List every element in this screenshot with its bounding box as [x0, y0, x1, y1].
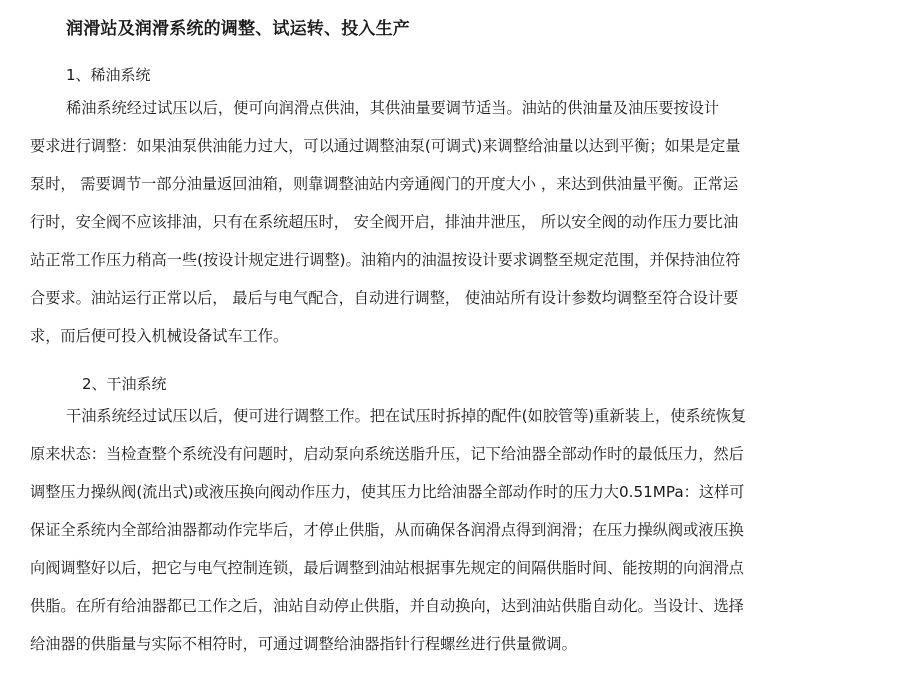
section-heading-grease: 2、干油系统	[82, 375, 167, 393]
paragraph-line: 泵时， 需要调节一部分油量返回油箱，则靠调整油站内旁通阀门的开度大小 ，来达到供油量平衡。正常运	[30, 175, 739, 193]
paragraph-line: 站正常工作压力稍高一些(按设计规定进行调整)。油箱内的油温按设计要求调整至规定范围，并保持油位符	[30, 251, 741, 269]
paragraph-line: 干油系统经过试压以后，便可进行调整工作。把在试压时拆掉的配件(如胶管等)重新装上，使系统恢复	[66, 407, 747, 425]
paragraph-line: 供脂。在所有给油器都已工作之后，油站自动停止供脂，并自动换向，达到油站供脂自动化。当设计、选择	[30, 597, 744, 615]
paragraph-line: 保证全系统内全部给油器都动作完毕后，才停止供脂，从而确保各润滑点得到润滑；在压力操纵阀或液压换	[30, 521, 744, 539]
paragraph-line: 合要求。油站运行正常以后， 最后与电气配合，自动进行调整， 使油站所有设计参数均调整至符合设计要	[30, 289, 739, 307]
paragraph-line: 给油器的供脂量与实际不相符时，可通过调整给油器指针行程螺丝进行供量微调。	[30, 635, 577, 653]
paragraph-line: 调整压力操纵阀(流出式)或液压换向阀动作压力，使其压力比给油器全部动作时的压力大0.51MPa：这样可	[30, 483, 745, 501]
paragraph-line: 行时，安全阀不应该排油，只有在系统超压时， 安全阀开启，排油井泄压， 所以安全阀的动作压力要比油	[30, 213, 739, 231]
paragraph-line: 求，而后便可投入机械设备试车工作。	[30, 327, 289, 345]
section-heading-thin-oil: 1、稀油系统	[66, 66, 151, 84]
paragraph-line: 原来状态：当检查整个系统没有问题时，启动泵向系统送脂升压，记下给油器全部动作时的最低压力，然后	[30, 445, 744, 463]
document-title: 润滑站及润滑系统的调整、试运转、投入生产	[66, 19, 410, 39]
paragraph-line: 要求进行调整：如果油泵供油能力过大，可以通过调整油泵(可调式)来调整给油量以达到平衡；如果是定量	[30, 137, 741, 155]
paragraph-line: 稀油系统经过试压以后，便可向润滑点供油，其供油量要调节适当。油站的供油量及油压要按设计	[66, 99, 720, 117]
paragraph-line: 向阀调整好以后，把它与电气控制连锁，最后调整到油站根据事先规定的间隔供脂时间、能按期的向润滑点	[30, 559, 744, 577]
